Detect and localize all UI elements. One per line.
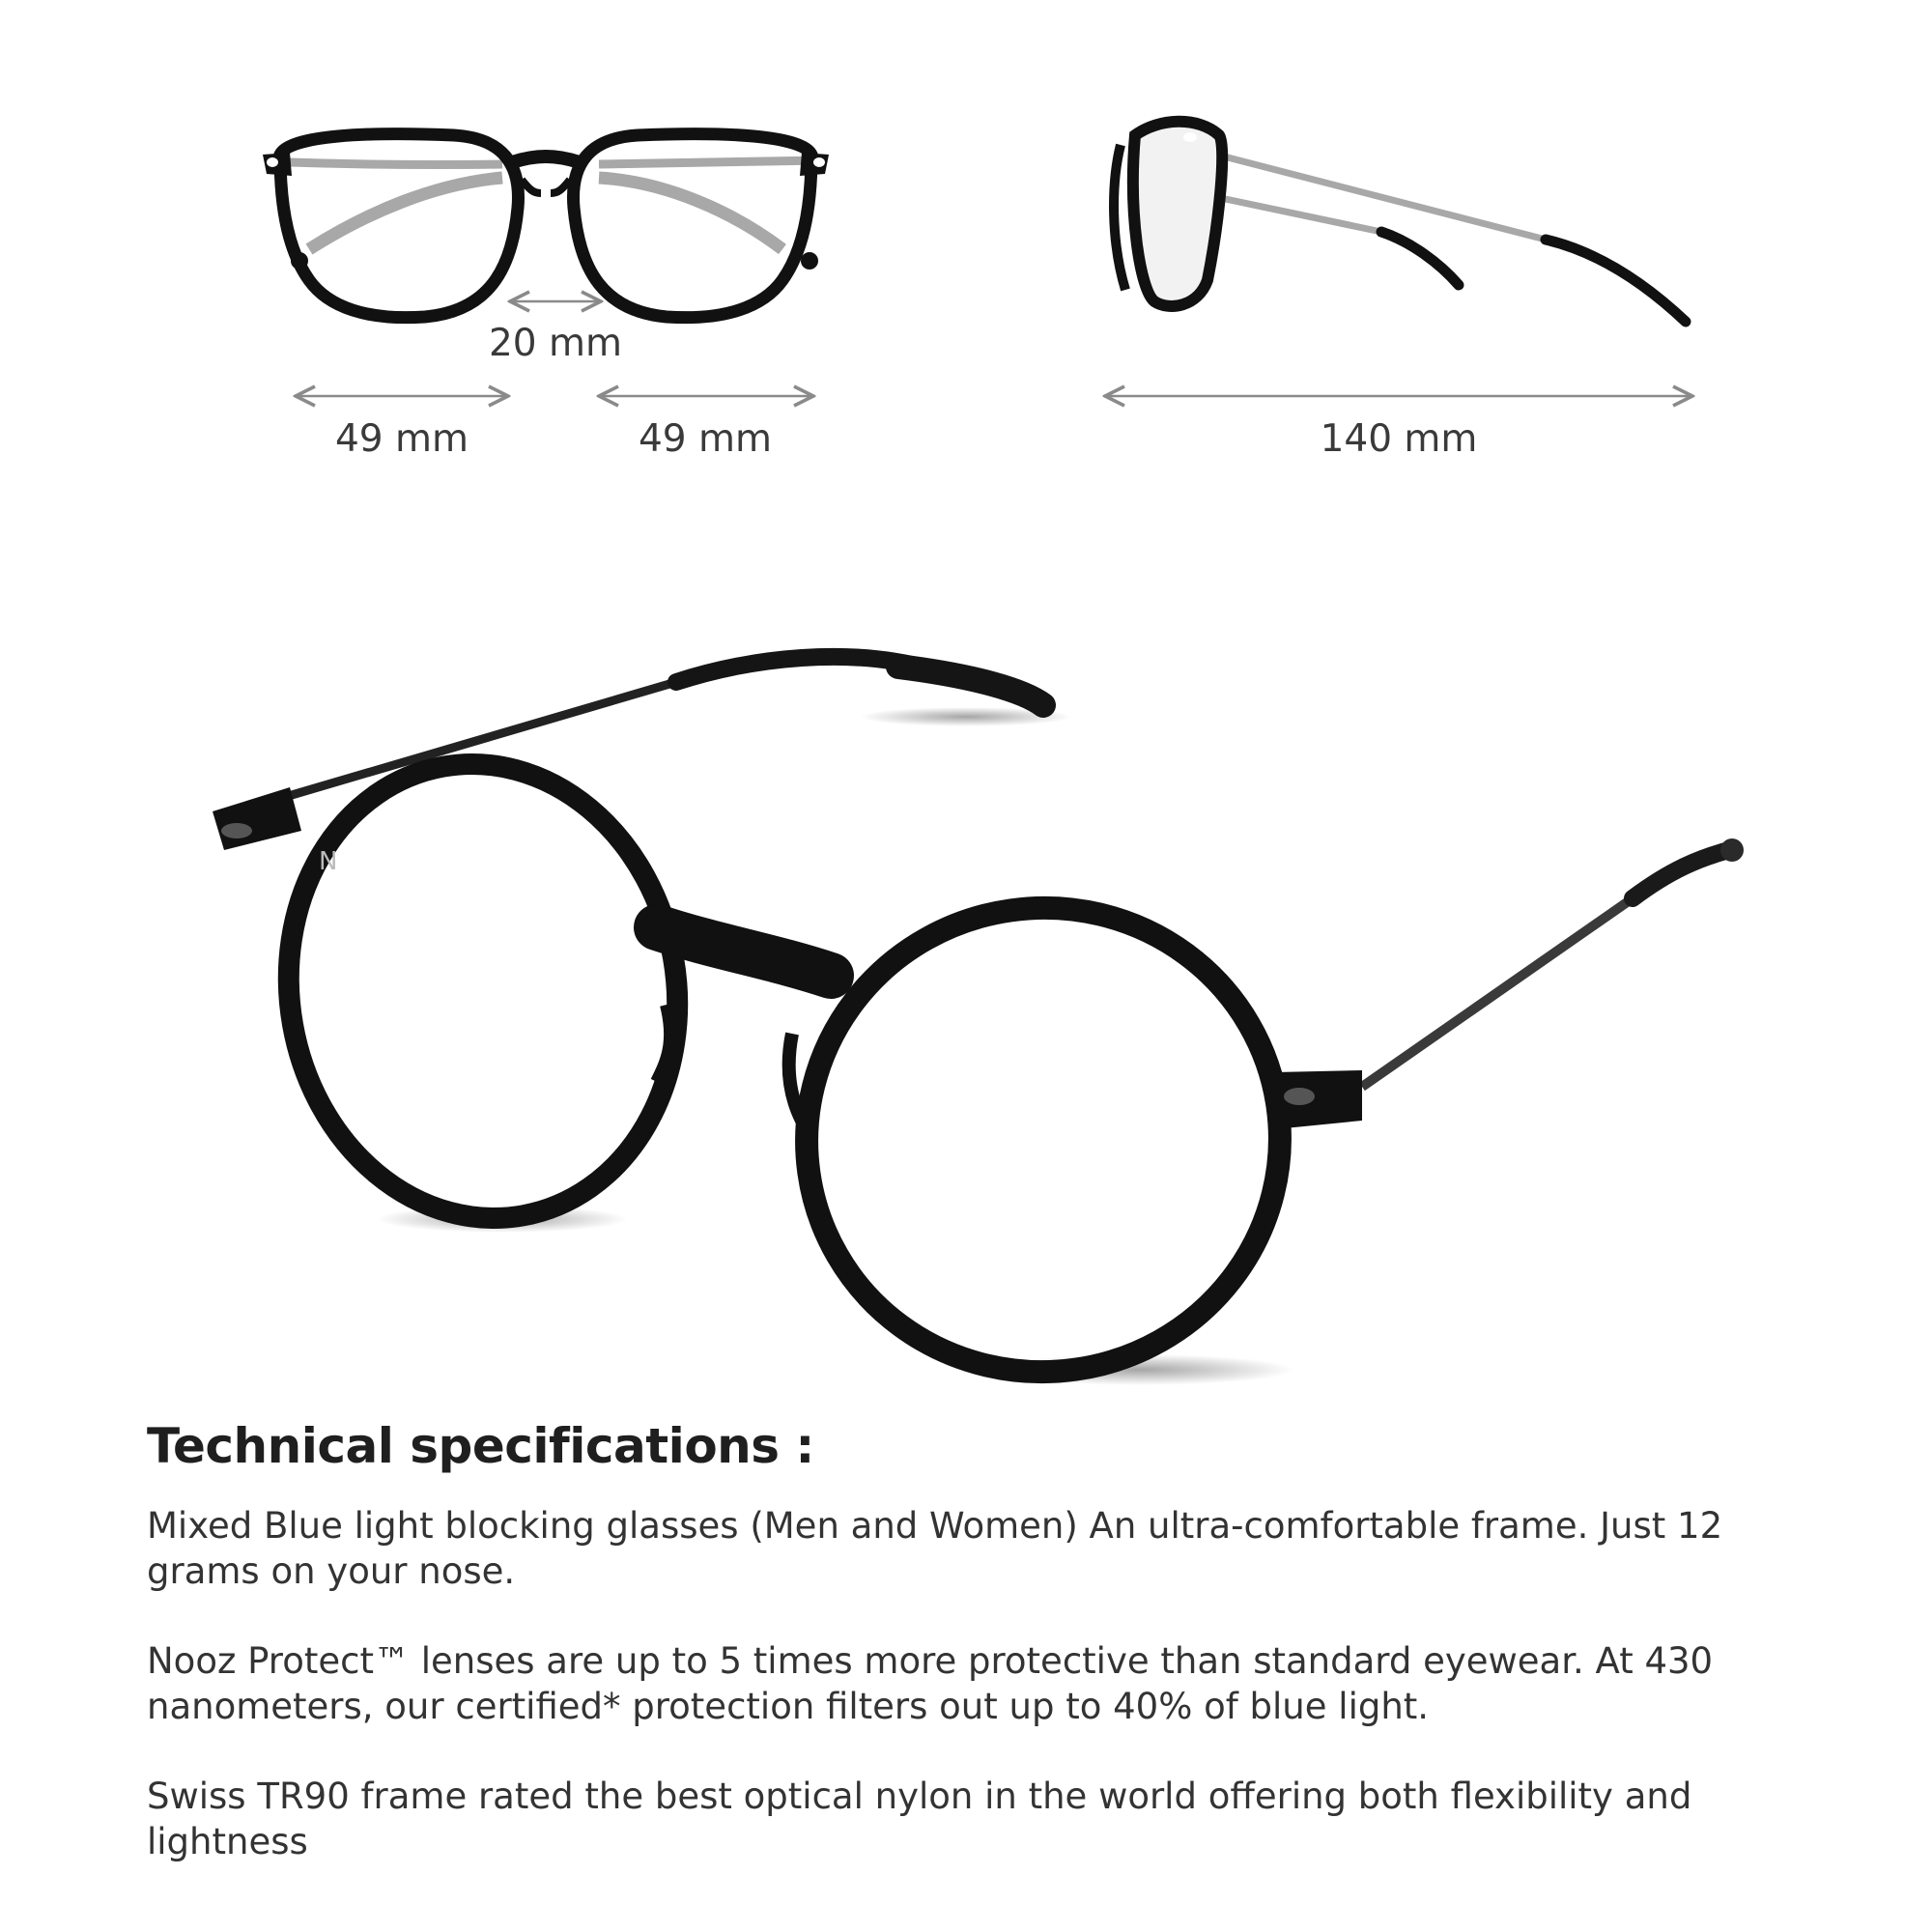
spec-paragraph-frame: Swiss TR90 frame rated the best optical nylon in the world offering both flexibility and lightness [147,1776,1692,1862]
spec-paragraph-weight: Mixed Blue light blocking glasses (Men and Women) An ultra-comfortable frame. Just 12 grams on your nose. [147,1505,1723,1592]
bridge-width-label: 20 mm [488,322,622,365]
brand-logo-icon: N [319,847,338,876]
specifications-title: Technical specifications : [147,1418,814,1474]
lens-right-width-label: 49 mm [638,417,772,461]
temple-length-label: 140 mm [1320,417,1478,461]
front-view-glasses [263,134,829,318]
perspective-glasses [213,657,1744,1403]
spec-paragraph-lenses: Nooz Protect™ lenses are up to 5 times more protective than standard eyewear. At 430 nanometers, our certified* protection filters out up to 40% of blue light. [147,1640,1714,1727]
lens-left-width-label: 49 mm [334,417,469,461]
specifications-section [147,1418,1808,1909]
side-view-glasses [1114,122,1686,322]
